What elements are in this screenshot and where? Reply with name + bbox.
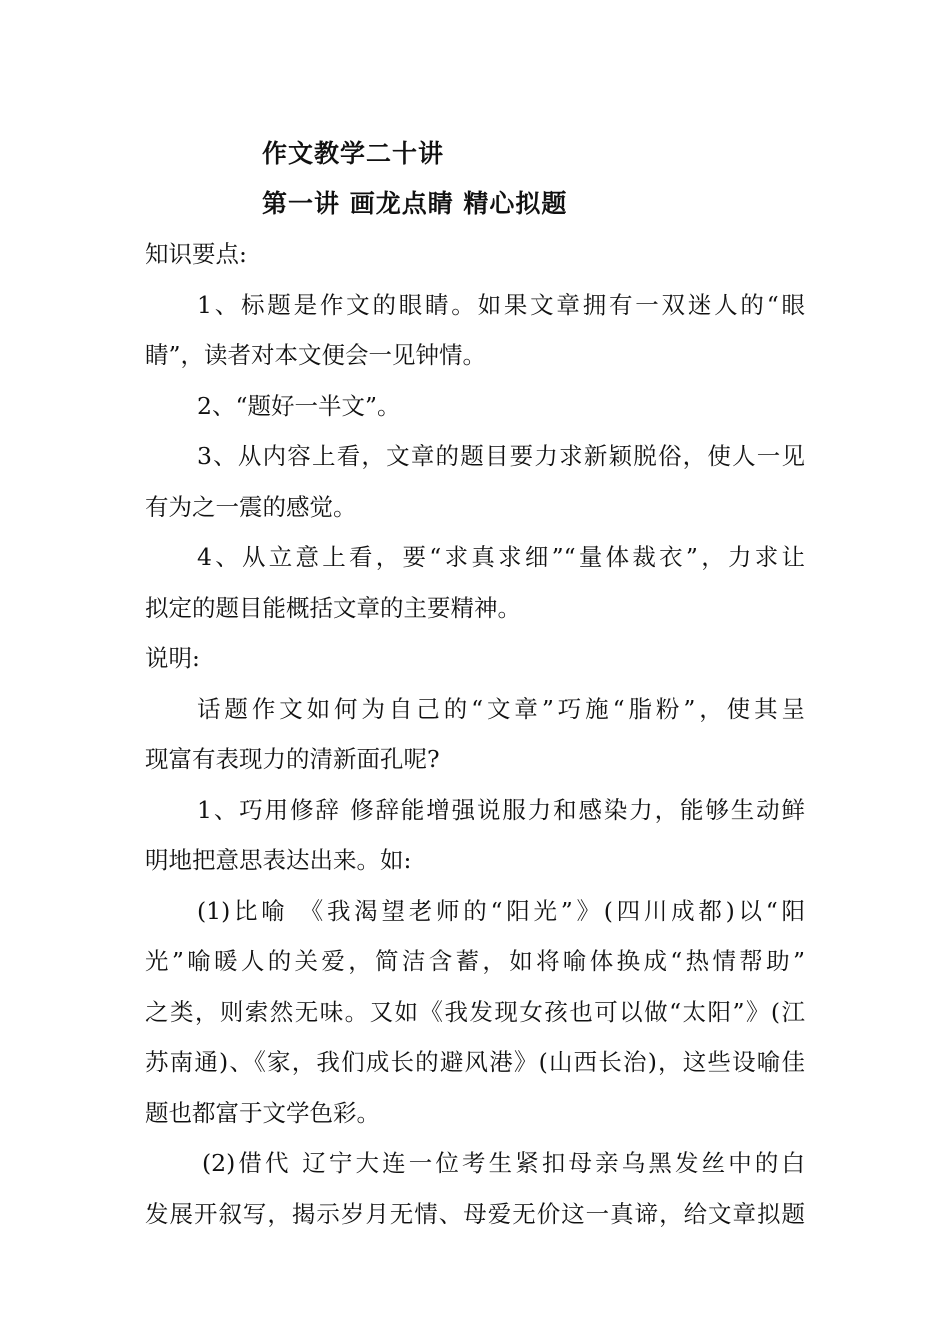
paragraph-line: 1、标题是作文的眼睛。如果文章拥有一双迷人的“眼 <box>197 290 805 319</box>
document-title: 作文教学二十讲 <box>262 139 445 168</box>
paragraph-line: 光”喻暖人的关爱，简洁含蓄，如将喻体换成“热情帮助” <box>145 947 805 975</box>
paragraph-line: 4、从立意上看，要“求真求细”“量体裁衣”，力求让 <box>197 543 805 571</box>
paragraph-line: 之类，则索然无味。又如《我发现女孩也可以做“太阳”》(江 <box>145 997 805 1026</box>
paragraph-line: (2)借代 辽宁大连一位考生紧扣母亲乌黑发丝中的白 <box>202 1149 805 1177</box>
paragraph-line: 发展开叙写，揭示岁月无情、母爱无价这一真谛，给文章拟题 <box>145 1199 805 1228</box>
paragraph-line: 题也都富于文学色彩。 <box>145 1098 380 1127</box>
paragraph-line: 睛”，读者对本文便会一见钟情。 <box>145 341 487 369</box>
paragraph-line: 拟定的题目能概括文章的主要精神。 <box>145 593 521 622</box>
section-heading-knowledge: 知识要点: <box>145 240 247 268</box>
document-body <box>145 229 805 1239</box>
paragraph-line: 1、巧用修辞 修辞能增强说服力和感染力，能够生动鲜 <box>197 795 805 824</box>
paragraph-line: (1)比喻 《我渴望老师的“阳光”》(四川成都)以“阳 <box>197 896 805 925</box>
paragraph-line: 有为之一震的感觉。 <box>145 492 357 521</box>
section-heading-explanation: 说明: <box>145 644 200 672</box>
paragraph-line: 话题作文如何为自己的“文章”巧施“脂粉”，使其呈 <box>197 694 805 723</box>
paragraph-line: 现富有表现力的清新面孔呢? <box>145 745 440 773</box>
lecture-title: 第一讲 画龙点睛 精心拟题 <box>262 189 568 218</box>
paragraph-line: 明地把意思表达出来。如: <box>145 846 412 874</box>
paragraph-line: 3、从内容上看，文章的题目要力求新颖脱俗，使人一见 <box>197 442 805 470</box>
paragraph-line: 苏南通)、《家，我们成长的避风港》(山西长治)，这些设喻佳 <box>145 1048 805 1076</box>
paragraph-line: 2、“题好一半文”。 <box>197 391 401 420</box>
